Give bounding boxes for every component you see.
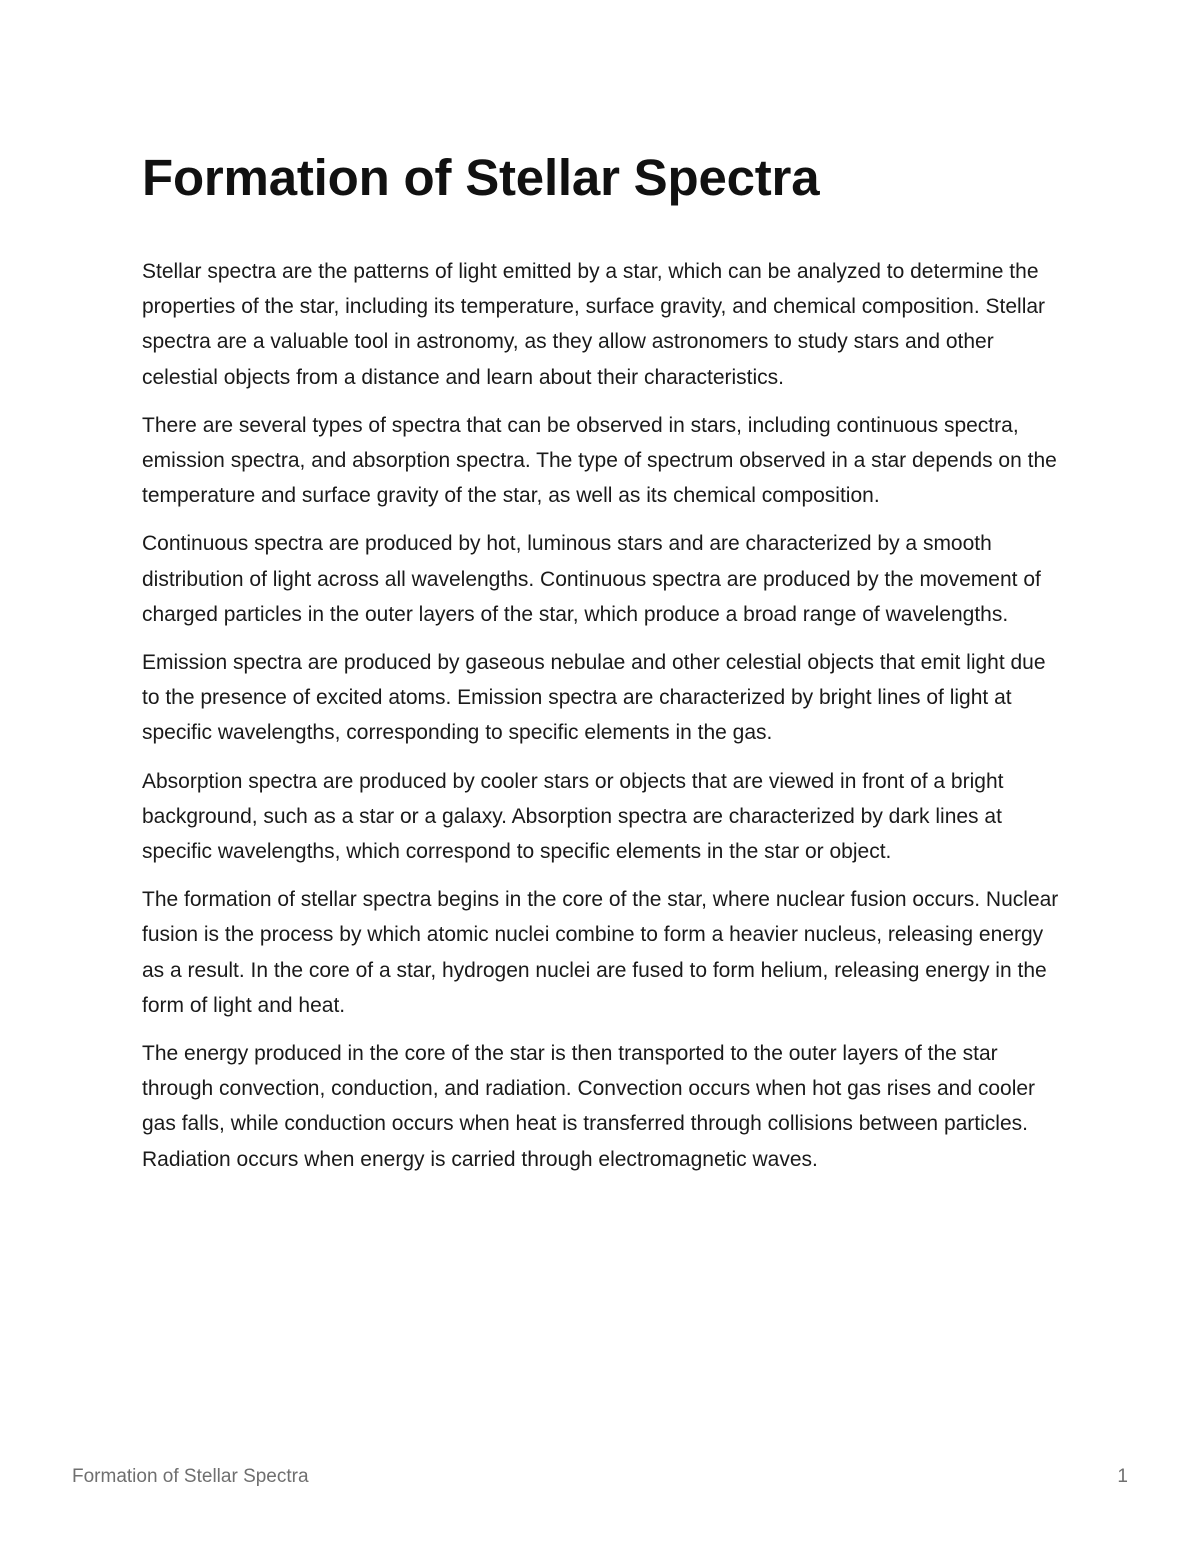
- paragraph: Absorption spectra are produced by cooler stars or objects that are viewed in front of a bright background, such as a star or a galaxy. Absorption spectra are characterized by dark lines at specific wavelengths, which correspond to specific elements in the star or object.: [142, 769, 1004, 864]
- document-body: [142, 254, 1067, 1190]
- footer-page-number: 1: [1117, 1466, 1128, 1487]
- footer-document-title: Formation of Stellar Spectra: [72, 1466, 309, 1487]
- paragraph: Emission spectra are produced by gaseous nebulae and other celestial objects that emit light due to the presence of excited atoms. Emission spectra are characterized by bright lines of light at specific wavelengths, corresponding to specific elements in the gas.: [142, 651, 1046, 745]
- paragraph: There are several types of spectra that can be observed in stars, including continuous spectra, emission spectra, and absorption spectra. The type of spectrum observed in a star depends on the temperature and surface gravity of the star, as well as its chemical composition.: [142, 413, 1057, 508]
- page-title: Formation of Stellar Spectra: [142, 149, 820, 206]
- paragraph: The formation of stellar spectra begins in the core of the star, where nuclear fusion occurs. Nuclear fusion is the process by which atomic nuclei combine to form a heavier nucleus, releasing energy as a result. In the core of a star, hydrogen nuclei are fused to form helium, releasing energy in the form of light and heat.: [142, 888, 1059, 1017]
- paragraph: Stellar spectra are the patterns of light emitted by a star, which can be analyzed to determine the properties of the star, including its temperature, surface gravity, and chemical composition. Stellar spectra are a valuable tool in astronomy, as they allow astronomers to study stars and other celestial objects from a distance and learn about their characteristics.: [142, 260, 1046, 389]
- paragraph: Continuous spectra are produced by hot, luminous stars and are characterized by a smooth distribution of light across all wavelengths. Continuous spectra are produced by the movement of charged particles in the outer layers of the star, which produce a broad range of wavelengths.: [142, 532, 1041, 626]
- paragraph: The energy produced in the core of the star is then transported to the outer layers of the star through convection, conduction, and radiation. Convection occurs when hot gas rises and cooler gas falls, while conduction occurs when heat is transferred through collisions between particles. Radiation occurs when energy is carried through electromagnetic waves.: [142, 1042, 1036, 1171]
